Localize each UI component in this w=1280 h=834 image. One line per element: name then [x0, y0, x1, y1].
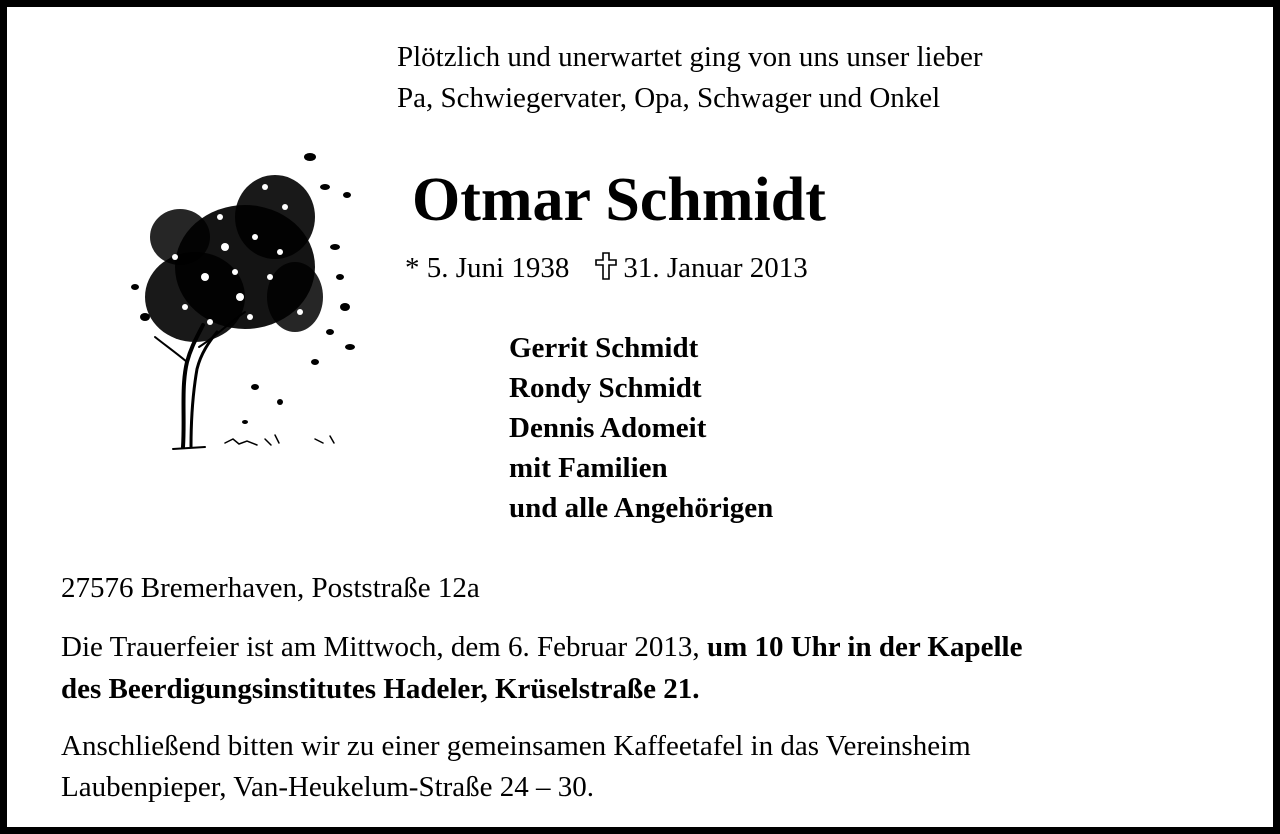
survivors-list — [509, 328, 773, 528]
death-date: 31. Januar 2013 — [623, 252, 808, 284]
intro-line-1: Plötzlich und unerwartet ging von uns unser lieber — [397, 41, 983, 73]
life-dates — [405, 248, 808, 288]
ceremony-info — [61, 626, 1241, 710]
survivor-line: Dennis Adomeit — [509, 412, 707, 444]
ceremony-venue: des Beerdigungsinstitutes Hadeler, Krüselstraße 21. — [61, 673, 700, 705]
birth-date: * 5. Juni 1938 — [405, 252, 570, 284]
reception-info — [61, 726, 1241, 808]
ceremony-time-place: um 10 Uhr in der Kapelle — [706, 631, 1023, 663]
ceremony-text: Die Trauerfeier ist am Mittwoch, dem 6. Februar 2013, — [61, 631, 700, 663]
survivor-line: Gerrit Schmidt — [509, 332, 699, 364]
survivor-line: und alle Angehörigen — [509, 492, 774, 524]
survivor-line: mit Familien — [509, 452, 668, 484]
deceased-name: Otmar Schmidt — [412, 166, 826, 234]
address: 27576 Bremerhaven, Poststraße 12a — [61, 572, 480, 604]
intro-text — [397, 37, 983, 119]
tree-illustration-icon — [125, 147, 361, 457]
reception-line-1: Anschließend bitten wir zu einer gemeinsamen Kaffeetafel in das Vereinsheim — [61, 730, 971, 762]
survivor-line: Rondy Schmidt — [509, 372, 702, 404]
cross-icon — [595, 252, 617, 280]
reception-line-2: Laubenpieper, Van-Heukelum-Straße 24 – 30. — [61, 771, 595, 803]
intro-line-2: Pa, Schwiegervater, Opa, Schwager und Onkel — [397, 82, 941, 114]
